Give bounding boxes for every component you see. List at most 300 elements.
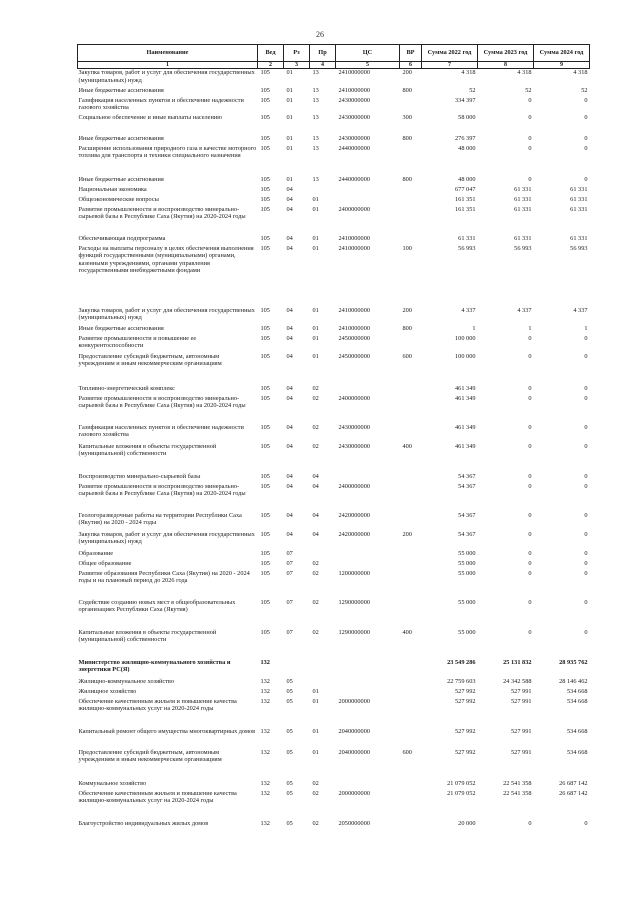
row-sum-2022: 461 349 (455, 384, 476, 392)
row-cs: 2050000000 (338, 819, 370, 827)
row-sum-2024: 0 (584, 569, 588, 577)
row-vr (400, 206, 422, 235)
row-pr: 01 (312, 727, 319, 735)
row-name: Иные бюджетные ассигнования (78, 86, 164, 94)
row-sum-2023: 0 (528, 819, 532, 827)
table-row (78, 629, 590, 659)
row-sum-2022: 100 000 (455, 352, 476, 360)
row-pr: 01 (312, 352, 319, 360)
row-pr: 02 (312, 779, 319, 787)
row-cs (336, 688, 400, 698)
row-vr (400, 335, 422, 353)
row-sum-2022: 54 367 (458, 482, 476, 490)
row-name: Обеспечение качественным жильем и повышение качества жилищно-коммунальных услуг на 2020-2024 годы (78, 697, 237, 713)
row-sum-2023: 0 (528, 134, 532, 142)
row-cs (336, 196, 400, 206)
row-name: Социальное обеспечение и иные выплаты населению (78, 113, 222, 121)
row-pr: 02 (312, 442, 319, 450)
row-ved: 105 (260, 175, 270, 183)
row-cs: 2420000000 (338, 530, 370, 538)
row-name: Геологоразведочные работы на территории Республики Саха (Якутия) на 2020 - 2024 годы (78, 511, 242, 527)
row-pr: 01 (312, 748, 319, 756)
row-sum-2024: 0 (584, 482, 588, 490)
row-name: Расходы на выплаты персоналу в целях обеспечения выполнения функций государственными (муниципальными) органами, казенными учреждениями, органами управления государственными внебюджетными фондами (78, 244, 254, 275)
row-rz: 07 (286, 628, 293, 636)
row-rz: 04 (286, 442, 293, 450)
header-row (78, 45, 590, 62)
row-cs: 2000000000 (338, 697, 370, 705)
row-name: Капитальные вложения в объекты государственной (муниципальной) собственности (78, 442, 217, 458)
row-sum-2022: 20 000 (458, 819, 476, 827)
row-name: Иные бюджетные ассигнования (78, 134, 164, 142)
row-vr (400, 659, 422, 678)
row-vr (400, 728, 422, 749)
column-number-row (78, 62, 590, 69)
table-row (78, 186, 590, 196)
row-cs: 2040000000 (338, 727, 370, 735)
row-name: Расширение использования природного газа в качестве моторного топлива для транспорта и техники специального назначения (78, 144, 257, 160)
row-ved: 105 (260, 530, 270, 538)
row-ved: 105 (260, 96, 270, 104)
row-sum-2024: 534 668 (567, 697, 588, 705)
row-vr (400, 560, 422, 570)
row-pr: 01 (312, 324, 319, 332)
col-header-sum-2024: Сумма 2024 год (534, 45, 590, 62)
row-pr: 13 (312, 175, 319, 183)
row-rz: 04 (286, 472, 293, 480)
row-vr (400, 385, 422, 395)
row-sum-2022: 461 349 (455, 394, 476, 402)
row-ved: 132 (260, 658, 270, 666)
row-sum-2024: 0 (584, 511, 588, 519)
row-ved: 105 (260, 472, 270, 480)
row-rz: 01 (286, 113, 293, 121)
row-pr: 13 (312, 134, 319, 142)
row-sum-2023: 527 991 (511, 687, 532, 695)
row-rz: 04 (286, 352, 293, 360)
row-vr (400, 395, 422, 424)
row-pr: 13 (312, 113, 319, 121)
col-number: 5 (336, 62, 400, 69)
row-vr: 400 (402, 628, 412, 636)
row-sum-2022: 161 351 (455, 205, 476, 213)
row-sum-2024: 534 668 (567, 727, 588, 735)
col-header-rz: Рз (284, 45, 310, 62)
row-cs: 2410000000 (338, 306, 370, 314)
row-ved: 105 (260, 549, 270, 557)
row-vr: 600 (402, 748, 412, 756)
row-name: Развитие промышленности и воспроизводство минерально-сырьевой базы в Республике Саха (Якутия) на 2020-2024 годы (78, 394, 246, 410)
row-ved: 105 (260, 234, 270, 242)
col-header-pr: Пр (310, 45, 336, 62)
table-row (78, 443, 590, 473)
row-rz: 04 (286, 394, 293, 402)
row-name: Газификация населенных пунктов и обеспечение надежности газового хозяйства (78, 423, 244, 439)
row-ved: 105 (260, 423, 270, 431)
row-name: Развитие промышленности и повышение ее конкурентоспособности (78, 334, 197, 350)
row-rz: 04 (286, 482, 293, 490)
row-cs (336, 473, 400, 483)
row-name: Развитие образования Республики Саха (Якутия) на 2020 - 2024 годы и на плановый период до 2026 года (78, 569, 250, 585)
row-cs: 2410000000 (338, 234, 370, 242)
row-sum-2024: 28 146 462 (559, 677, 588, 685)
table-body (78, 69, 590, 830)
row-name: Воспроизводство минерально-сырьевой базы (78, 472, 201, 480)
row-name: Закупка товаров, работ и услуг для обеспечения государственных (муниципальных) нужд (78, 530, 255, 546)
row-name: Иные бюджетные ассигнования (78, 175, 164, 183)
row-sum-2024: 0 (584, 175, 588, 183)
row-ved: 105 (260, 185, 270, 193)
row-pr (310, 659, 336, 678)
table-row (78, 87, 590, 97)
table-row (78, 780, 590, 790)
table-row (78, 245, 590, 307)
row-pr: 02 (312, 569, 319, 577)
row-rz: 04 (286, 384, 293, 392)
row-sum-2022: 61 331 (458, 234, 476, 242)
table-row (78, 145, 590, 176)
row-name: Жилищное хозяйство (78, 687, 137, 695)
col-number: 7 (422, 62, 478, 69)
row-pr (310, 678, 336, 688)
row-sum-2024: 0 (584, 134, 588, 142)
table-row (78, 97, 590, 114)
row-name: Топливно-энергетический комплекс (78, 384, 175, 392)
row-rz: 01 (286, 69, 293, 76)
col-number: 4 (310, 62, 336, 69)
row-name: Капитальные вложения в объекты государственной (муниципальной) собственности (78, 628, 217, 644)
row-sum-2024: 0 (584, 384, 588, 392)
row-sum-2023: 61 331 (514, 205, 532, 213)
row-cs: 2430000000 (338, 134, 370, 142)
table-row (78, 820, 590, 830)
table-row (78, 790, 590, 820)
row-pr: 01 (312, 697, 319, 705)
row-cs: 2400000000 (338, 205, 370, 213)
row-sum-2022: 58 000 (458, 113, 476, 121)
row-sum-2023: 0 (528, 511, 532, 519)
row-ved: 105 (260, 394, 270, 402)
row-name: Общее образование (78, 559, 132, 567)
row-sum-2022: 4 337 (461, 306, 476, 314)
row-rz: 05 (286, 748, 293, 756)
row-cs: 1290000000 (338, 628, 370, 636)
row-sum-2023: 0 (528, 96, 532, 104)
row-sum-2024: 534 668 (567, 687, 588, 695)
row-cs (336, 678, 400, 688)
row-sum-2022: 54 367 (458, 472, 476, 480)
row-pr: 02 (312, 423, 319, 431)
row-rz: 07 (286, 549, 293, 557)
row-cs: 2440000000 (338, 175, 370, 183)
row-sum-2023: 61 331 (514, 185, 532, 193)
table-row (78, 512, 590, 531)
row-sum-2022: 461 349 (455, 442, 476, 450)
row-sum-2022: 48 000 (458, 175, 476, 183)
row-rz: 04 (286, 185, 293, 193)
row-sum-2023: 0 (528, 175, 532, 183)
row-vr: 800 (402, 324, 412, 332)
row-sum-2023: 0 (528, 530, 532, 538)
row-sum-2024: 61 331 (570, 185, 588, 193)
row-rz: 04 (286, 234, 293, 242)
row-sum-2024: 1 (584, 324, 588, 332)
table-row (78, 424, 590, 443)
row-name: Предоставление субсидий бюджетным, автономным учреждениям и иным некоммерческим организациям (78, 352, 222, 368)
row-cs: 2450000000 (338, 334, 370, 342)
row-name: Коммунальное хозяйство (78, 779, 147, 787)
table-row (78, 560, 590, 570)
table-row (78, 206, 590, 235)
row-ved: 132 (260, 779, 270, 787)
table-row (78, 531, 590, 550)
row-sum-2024: 61 331 (570, 205, 588, 213)
row-name: Обеспечение качественным жильем и повышение качества жилищно-коммунальных услуг на 2020-2024 годы (78, 789, 237, 805)
row-vr (400, 473, 422, 483)
col-number: 8 (478, 62, 534, 69)
row-name: Иные бюджетные ассигнования (78, 324, 164, 332)
row-sum-2023: 24 342 588 (503, 677, 532, 685)
row-cs: 2450000000 (338, 352, 370, 360)
row-sum-2024: 0 (584, 549, 588, 557)
row-vr (400, 145, 422, 176)
row-sum-2022: 48 000 (458, 144, 476, 152)
row-cs (336, 560, 400, 570)
row-vr: 800 (402, 175, 412, 183)
col-header-vr: ВР (400, 45, 422, 62)
row-sum-2023: 527 991 (511, 727, 532, 735)
row-rz: 04 (286, 205, 293, 213)
row-sum-2023: 61 331 (514, 195, 532, 203)
row-sum-2024: 0 (584, 628, 588, 636)
row-cs: 2000000000 (338, 789, 370, 797)
row-sum-2024: 56 993 (570, 244, 588, 252)
table-row (78, 550, 590, 560)
row-rz: 05 (286, 779, 293, 787)
row-sum-2024: 26 687 142 (559, 779, 588, 787)
col-header-sum-2023: Сумма 2023 год (478, 45, 534, 62)
row-cs: 2410000000 (338, 86, 370, 94)
row-ved: 105 (260, 482, 270, 490)
row-sum-2024: 534 668 (567, 748, 588, 756)
row-sum-2023: 4 318 (517, 69, 532, 76)
row-sum-2024: 0 (584, 442, 588, 450)
row-cs: 2430000000 (338, 423, 370, 431)
row-sum-2023: 0 (528, 442, 532, 450)
row-sum-2023: 25 131 832 (503, 658, 532, 666)
row-rz: 04 (286, 324, 293, 332)
row-ved: 105 (260, 324, 270, 332)
row-pr: 02 (312, 559, 319, 567)
row-vr: 800 (402, 86, 412, 94)
table-row (78, 114, 590, 135)
row-ved: 105 (260, 69, 270, 76)
table-row (78, 69, 590, 87)
row-vr: 200 (402, 69, 412, 76)
row-ved: 132 (260, 748, 270, 756)
row-pr: 13 (312, 86, 319, 94)
row-cs: 2400000000 (338, 394, 370, 402)
row-sum-2022: 100 000 (455, 334, 476, 342)
row-sum-2022: 54 367 (458, 530, 476, 538)
col-number: 2 (258, 62, 284, 69)
col-number: 9 (534, 62, 590, 69)
row-sum-2023: 0 (528, 334, 532, 342)
row-sum-2022: 276 397 (455, 134, 476, 142)
row-sum-2023: 1 (528, 324, 532, 332)
row-name: Закупка товаров, работ и услуг для обеспечения государственных (муниципальных) нужд (78, 306, 255, 322)
row-sum-2022: 527 992 (455, 727, 476, 735)
row-pr: 02 (312, 394, 319, 402)
row-sum-2024: 4 318 (573, 69, 588, 76)
row-cs: 2410000000 (338, 324, 370, 332)
row-pr: 02 (312, 598, 319, 606)
row-ved: 105 (260, 628, 270, 636)
row-sum-2024: 0 (584, 394, 588, 402)
row-vr (400, 235, 422, 245)
row-sum-2023: 0 (528, 598, 532, 606)
row-name: Развитие промышленности и воспроизводство минерально-сырьевой базы в Республике Саха (Якутия) на 2020-2024 годы (78, 482, 246, 498)
row-pr: 02 (312, 628, 319, 636)
row-sum-2022: 55 000 (458, 559, 476, 567)
row-name: Образование (78, 549, 114, 557)
table-row (78, 698, 590, 728)
row-rz: 07 (286, 598, 293, 606)
row-sum-2023: 22 541 358 (503, 779, 532, 787)
row-ved: 105 (260, 205, 270, 213)
table-row (78, 353, 590, 385)
row-ved: 105 (260, 352, 270, 360)
row-ved: 105 (260, 598, 270, 606)
row-rz: 05 (286, 677, 293, 685)
row-rz: 05 (286, 789, 293, 797)
table-row (78, 395, 590, 424)
row-rz: 05 (286, 727, 293, 735)
table-row (78, 307, 590, 325)
row-sum-2022: 55 000 (458, 569, 476, 577)
row-sum-2022: 161 351 (455, 195, 476, 203)
row-rz: 01 (286, 144, 293, 152)
table-row (78, 335, 590, 353)
row-name: Развитие промышленности и воспроизводство минерально-сырьевой базы в Республике Саха (Якутия) на 2020-2024 годы (78, 205, 246, 221)
row-name: Содействие созданию новых мест в общеобразовательных организациях Республики Саха (Якутия) (78, 598, 236, 614)
row-sum-2023: 56 993 (514, 244, 532, 252)
col-number: 3 (284, 62, 310, 69)
row-ved: 105 (260, 559, 270, 567)
row-vr (400, 186, 422, 196)
table-row (78, 473, 590, 483)
row-vr (400, 196, 422, 206)
row-cs: 2430000000 (338, 96, 370, 104)
row-rz: 04 (286, 511, 293, 519)
row-pr: 01 (312, 234, 319, 242)
col-header-name: Наименование (78, 45, 258, 62)
row-sum-2022: 4 318 (461, 69, 476, 76)
row-vr: 300 (402, 113, 412, 121)
col-header-cs: ЦС (336, 45, 400, 62)
row-pr: 13 (312, 69, 319, 76)
row-sum-2022: 21 079 052 (447, 789, 476, 797)
row-rz: 05 (286, 697, 293, 705)
row-sum-2023: 0 (528, 384, 532, 392)
row-cs (336, 186, 400, 196)
row-cs: 2040000000 (338, 748, 370, 756)
row-rz: 01 (286, 175, 293, 183)
row-sum-2024: 0 (584, 96, 588, 104)
row-rz: 04 (286, 306, 293, 314)
row-sum-2023: 0 (528, 144, 532, 152)
row-rz: 01 (286, 86, 293, 94)
table-row (78, 570, 590, 599)
row-name: Министерство жилищно-коммунального хозяйства и энергетики РС(Я) (78, 658, 231, 674)
row-cs: 2430000000 (338, 113, 370, 121)
row-ved: 132 (260, 697, 270, 705)
row-sum-2023: 61 331 (514, 234, 532, 242)
table-row (78, 599, 590, 629)
row-sum-2022: 54 367 (458, 511, 476, 519)
row-pr: 04 (312, 482, 319, 490)
row-vr (400, 688, 422, 698)
row-vr (400, 570, 422, 599)
row-rz: 04 (286, 334, 293, 342)
row-ved: 105 (260, 86, 270, 94)
row-vr (400, 678, 422, 688)
row-ved: 105 (260, 244, 270, 252)
row-ved: 105 (260, 306, 270, 314)
row-vr (400, 97, 422, 114)
row-ved: 105 (260, 442, 270, 450)
row-sum-2023: 0 (528, 549, 532, 557)
table-row (78, 325, 590, 335)
row-cs: 2410000000 (338, 69, 370, 76)
row-sum-2023: 0 (528, 569, 532, 577)
row-pr: 01 (312, 334, 319, 342)
row-ved: 105 (260, 195, 270, 203)
row-pr: 13 (312, 96, 319, 104)
row-ved: 105 (260, 113, 270, 121)
row-rz: 05 (286, 819, 293, 827)
row-sum-2024: 0 (584, 598, 588, 606)
row-sum-2024: 0 (584, 334, 588, 342)
row-sum-2024: 0 (584, 472, 588, 480)
row-ved: 132 (260, 687, 270, 695)
row-pr: 04 (312, 472, 319, 480)
row-pr: 01 (312, 244, 319, 252)
col-header-ved: Вед (258, 45, 284, 62)
row-name: Благоустройство индивидуальных жилых домов (78, 819, 209, 827)
row-ved: 132 (260, 727, 270, 735)
table-row (78, 196, 590, 206)
row-sum-2022: 334 397 (455, 96, 476, 104)
table-row (78, 688, 590, 698)
row-sum-2022: 22 759 603 (447, 677, 476, 685)
row-sum-2023: 22 541 358 (503, 789, 532, 797)
row-rz: 04 (286, 530, 293, 538)
row-sum-2023: 0 (528, 482, 532, 490)
row-pr: 02 (312, 789, 319, 797)
row-sum-2022: 56 993 (458, 244, 476, 252)
row-sum-2024: 28 935 762 (559, 658, 588, 666)
row-rz: 04 (286, 244, 293, 252)
row-pr: 02 (312, 384, 319, 392)
table-row (78, 176, 590, 186)
row-sum-2023: 0 (528, 423, 532, 431)
row-sum-2022: 21 079 052 (447, 779, 476, 787)
row-sum-2022: 527 992 (455, 697, 476, 705)
row-sum-2024: 26 687 142 (559, 789, 588, 797)
row-ved: 105 (260, 569, 270, 577)
row-pr: 01 (312, 306, 319, 314)
